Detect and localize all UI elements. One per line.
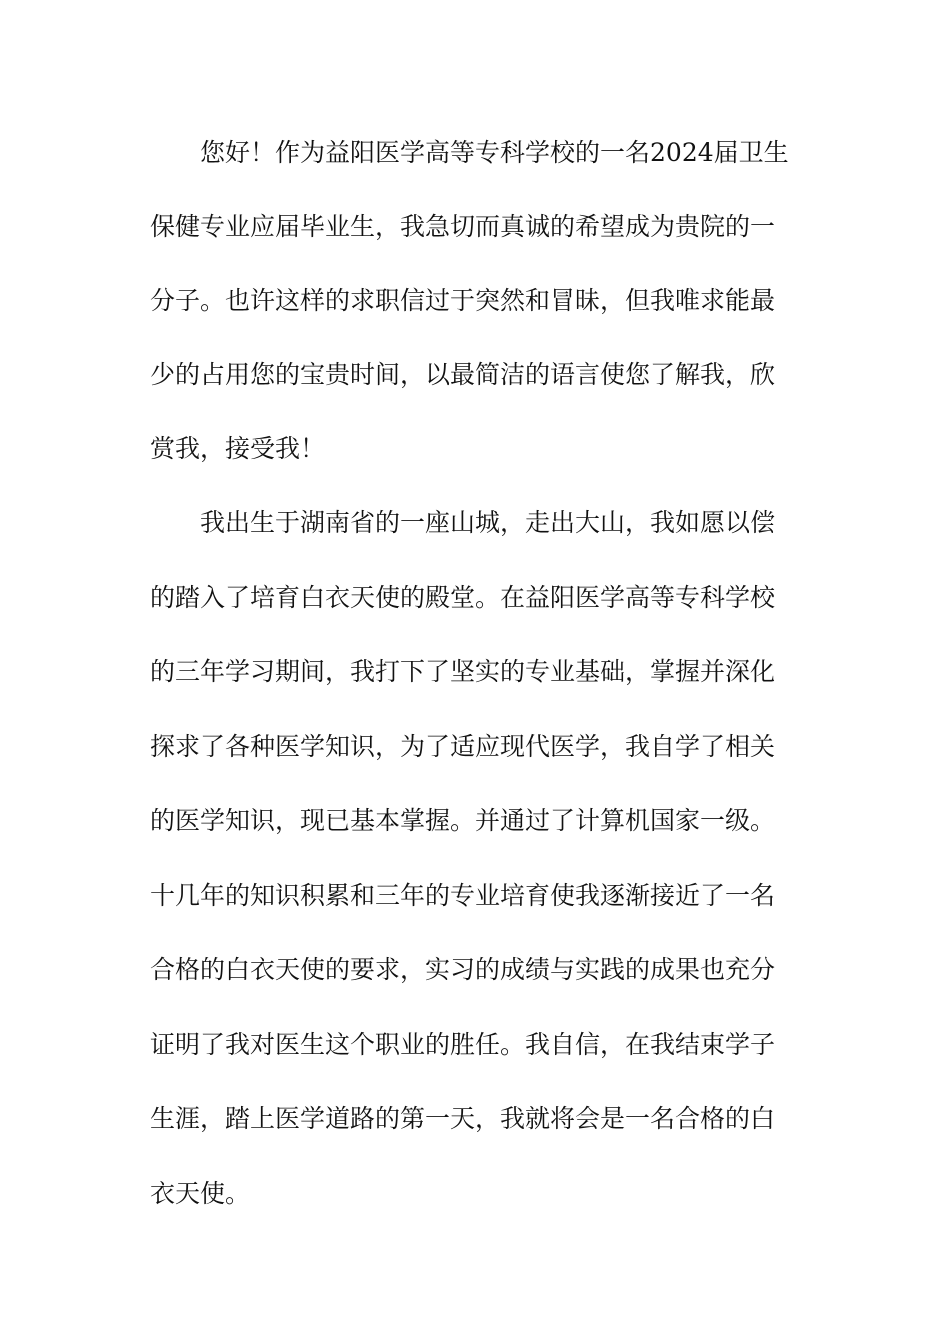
paragraph-1-line-2: 保健专业应届毕业生，我急切而真诚的希望成为贵院的一 (150, 212, 776, 241)
paragraph-1-line-1: 您好！作为益阳医学高等专科学校的一名2024届卫生 (200, 138, 789, 167)
paragraph-1-line-5: 赏我，接受我！ (150, 434, 326, 463)
paragraph-1-line-3: 分子。也许这样的求职信过于突然和冒昧，但我唯求能最 (150, 286, 776, 315)
paragraph-2-line-6: 十几年的知识积累和三年的专业培育使我逐渐接近了一名 (150, 881, 776, 910)
paragraph-2-line-3: 的三年学习期间，我打下了坚实的专业基础，掌握并深化 (150, 657, 776, 686)
paragraph-2-line-10: 衣天使。 (150, 1179, 251, 1208)
paragraph-2-line-9: 生涯，踏上医学道路的第一天，我就将会是一名合格的白 (150, 1104, 776, 1133)
paragraph-2-line-8: 证明了我对医生这个职业的胜任。我自信，在我结束学子 (150, 1030, 776, 1059)
paragraph-1-line-4: 少的占用您的宝贵时间，以最简洁的语言使您了解我，欣 (150, 360, 776, 389)
paragraph-2-line-1: 我出生于湖南省的一座山城，走出大山，我如愿以偿 (200, 508, 776, 537)
paragraph-2-line-4: 探求了各种医学知识，为了适应现代医学，我自学了相关 (150, 732, 776, 761)
paragraph-2-line-2: 的踏入了培育白衣天使的殿堂。在益阳医学高等专科学校 (150, 583, 776, 612)
paragraph-2-line-5: 的医学知识，现已基本掌握。并通过了计算机国家一级。 (150, 806, 776, 835)
paragraph-2-line-7: 合格的白衣天使的要求，实习的成绩与实践的成果也充分 (150, 955, 776, 984)
